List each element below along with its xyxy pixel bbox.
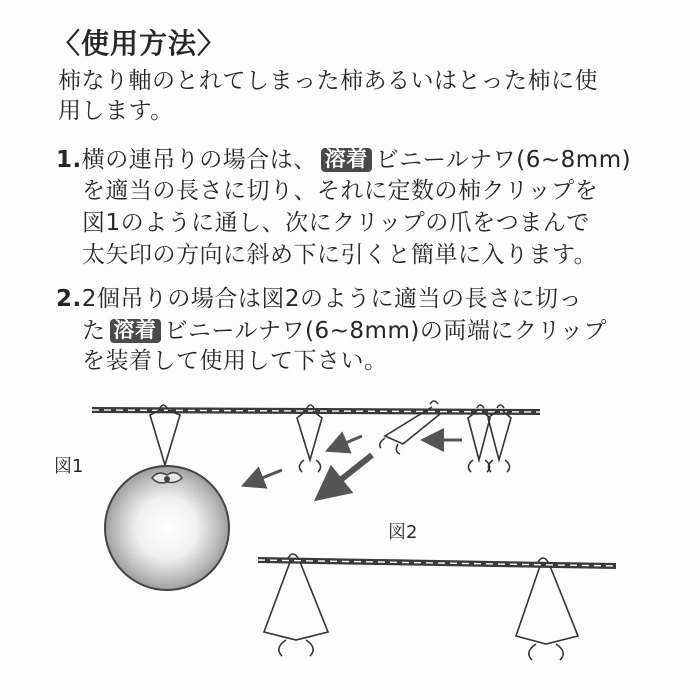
arrow-small-left-1 (252, 470, 282, 482)
figure1-clip-right-a (468, 405, 490, 472)
persimmon-fruit (105, 466, 229, 590)
figure-2-label: 図2 (388, 522, 418, 543)
intro-line-2: 用します。 (58, 98, 174, 124)
step2-line-3: を装着して使用して下さい。 (82, 348, 388, 374)
step1-welded-badge: 溶着 (321, 148, 372, 172)
figure2-clip-left (264, 554, 328, 656)
arrow-small-left-2 (336, 436, 362, 447)
figure2-clip-right (516, 558, 578, 660)
figure1-clip-middle (297, 405, 322, 472)
thick-diagonal-arrow (328, 455, 372, 490)
step1-line1-post: ビニールナワ(6~8mm) (375, 147, 632, 173)
step2-number: 2. (56, 286, 82, 312)
step2-line2-post: ビニールナワ(6~8mm)の両端にクリップ (164, 318, 607, 344)
direction-arrows (252, 436, 462, 490)
step2-line1-text: 2個吊りの場合は図2のように適当の長さに切っ (81, 286, 583, 312)
page-title: 〈使用方法〉 (52, 27, 227, 60)
step1-line-2: を適当の長さに切り、それに定数の柿クリップを (82, 178, 599, 204)
step2-line2-pre: た (82, 318, 106, 344)
intro-line-1: 柿なり軸のとれてしまった柿あるいはとった柿に使 (58, 68, 599, 94)
step1-line-3: 図1のように通し、次にクリップの爪をつまんで (82, 210, 590, 236)
step2-welded-badge: 溶着 (110, 319, 161, 343)
step1-line-4: 太矢印の方向に斜め下に引くと簡単に入ります。 (82, 242, 598, 268)
figure1-clip-right-b (488, 405, 511, 472)
step1-number: 1. (56, 147, 82, 173)
figure-1-label: 図1 (54, 456, 84, 477)
figure2-rope (258, 560, 616, 566)
step1-line1-pre: 横の連吊りの場合は、 (81, 147, 317, 173)
